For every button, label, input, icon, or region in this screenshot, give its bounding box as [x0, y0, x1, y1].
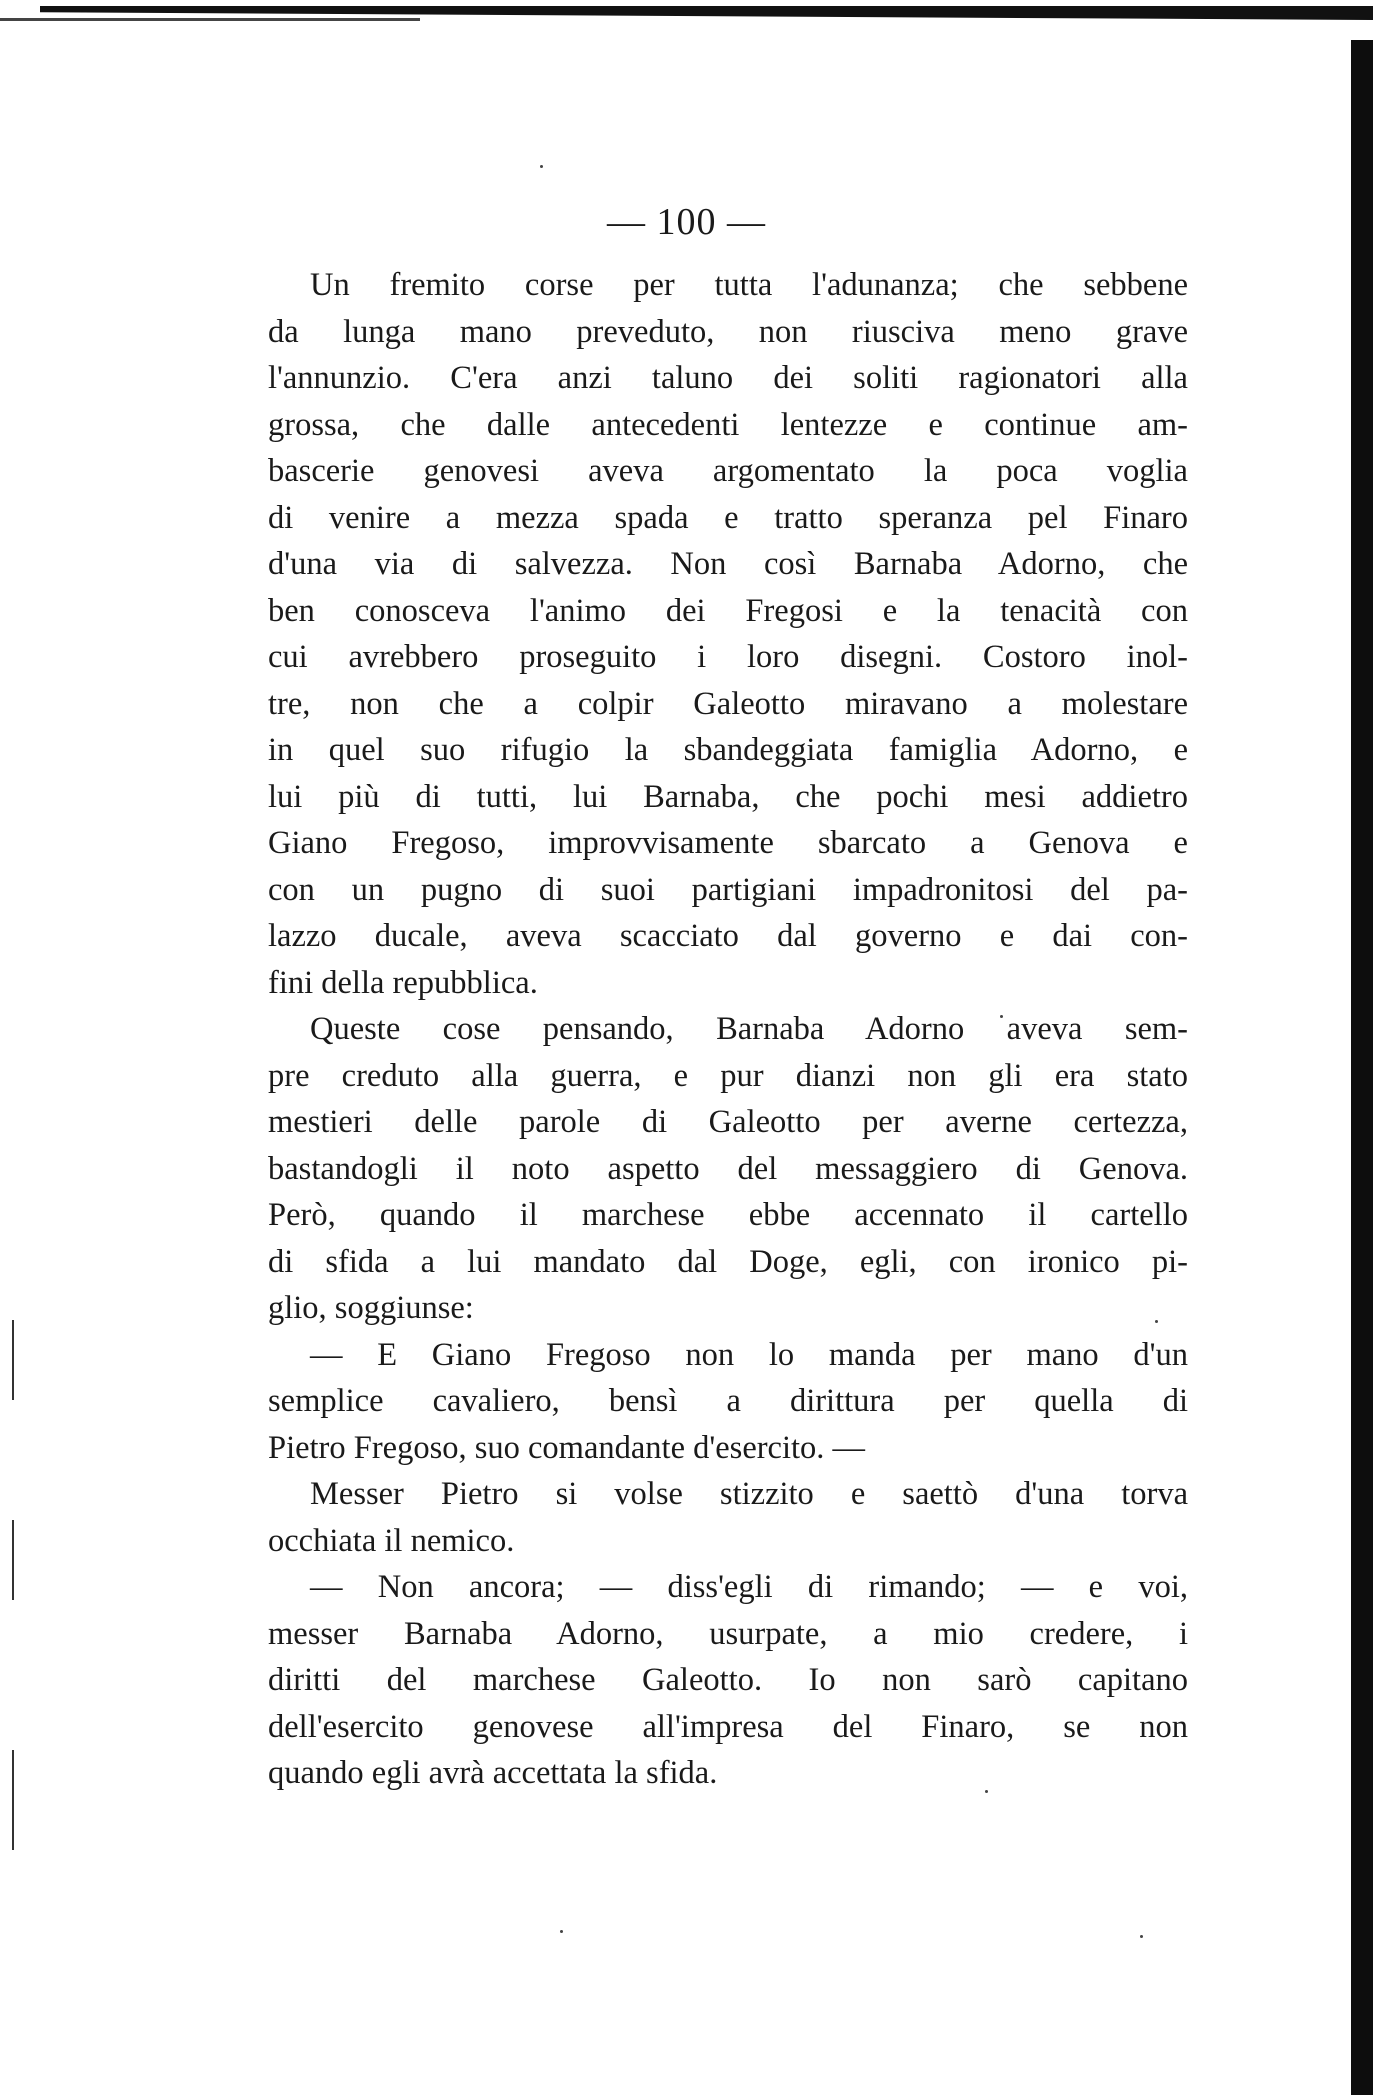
scan-speck	[560, 1930, 563, 1933]
text-line: dell'esercito genovese all'impresa del Finaro, se non	[268, 1708, 1188, 1745]
text-line: occhiata il nemico.	[268, 1522, 515, 1559]
text-line: lui più di tutti, lui Barnaba, che pochi mesi addietro	[268, 778, 1188, 815]
text-line: da lunga mano preveduto, non riusciva meno grave	[268, 313, 1188, 350]
text-line: messer Barnaba Adorno, usurpate, a mio credere, i	[268, 1615, 1188, 1652]
left-scan-mark	[12, 1750, 14, 1850]
text-line: di sfida a lui mandato dal Doge, egli, con ironico pi-	[268, 1243, 1188, 1280]
text-line: semplice cavaliero, bensì a dirittura per quella di	[268, 1383, 1188, 1419]
text-line: lazzo ducale, aveva scacciato dal governo e dai con-	[268, 918, 1188, 954]
text-line: grossa, che dalle antecedenti lentezze e continue am-	[268, 406, 1188, 443]
text-line: bascerie genovesi aveva argomentato la poca voglia	[268, 453, 1188, 489]
text-line: l'annunzio. C'era anzi taluno dei soliti ragionatori alla	[268, 360, 1188, 396]
scan-speck	[540, 165, 543, 168]
text-line: con un pugno di suoi partigiani impadronitosi del pa-	[268, 871, 1188, 908]
text-line: bastandogli il noto aspetto del messaggiero di Genova.	[268, 1150, 1188, 1187]
text-line: d'una via di salvezza. Non così Barnaba Adorno, che	[268, 546, 1188, 582]
text-line: di venire a mezza spada e tratto speranza pel Finaro	[268, 499, 1188, 536]
text-line: pre creduto alla guerra, e pur dianzi non gli era stato	[268, 1057, 1188, 1094]
text-line: Messer Pietro si volse stizzito e saettò d'una torva	[310, 1476, 1188, 1512]
text-line: fini della repubblica.	[268, 964, 538, 1001]
left-scan-mark	[12, 1520, 14, 1600]
left-scan-mark	[12, 1320, 14, 1400]
scan-speck	[1140, 1935, 1143, 1938]
page-text	[268, 262, 1188, 1797]
text-line: ben conosceva l'animo dei Fregosi e la tenacità con	[268, 592, 1188, 629]
text-line: mestieri delle parole di Galeotto per averne certezza,	[268, 1104, 1188, 1140]
top-scan-border-thin	[0, 18, 420, 21]
right-scan-border	[1351, 40, 1373, 2095]
text-line: Queste cose pensando, Barnaba Adorno aveva sem-	[310, 1011, 1188, 1047]
text-line: in quel suo rifugio la sbandeggiata famiglia Adorno, e	[268, 732, 1188, 768]
text-line: Un fremito corse per tutta l'adunanza; che sebbene	[310, 267, 1188, 303]
text-line: cui avrebbero proseguito i loro disegni. Costoro inol-	[268, 639, 1188, 675]
text-line: quando egli avrà accettata la sfida.	[268, 1755, 718, 1791]
page-number: — 100 —	[607, 201, 766, 243]
text-line: Giano Fregoso, improvvisamente sbarcato a Genova e	[268, 825, 1188, 861]
text-line: tre, non che a colpir Galeotto miravano a molestare	[268, 685, 1188, 722]
text-line: glio, soggiunse:	[268, 1290, 474, 1326]
text-line: — Non ancora; — diss'egli di rimando; — e voi,	[310, 1569, 1188, 1605]
text-line: diritti del marchese Galeotto. Io non sarò capitano	[268, 1662, 1188, 1698]
text-line: — E Giano Fregoso non lo manda per mano d'un	[310, 1336, 1188, 1373]
text-line: Pietro Fregoso, suo comandante d'esercito. —	[268, 1429, 866, 1466]
text-line: Però, quando il marchese ebbe accennato il cartello	[268, 1197, 1188, 1233]
